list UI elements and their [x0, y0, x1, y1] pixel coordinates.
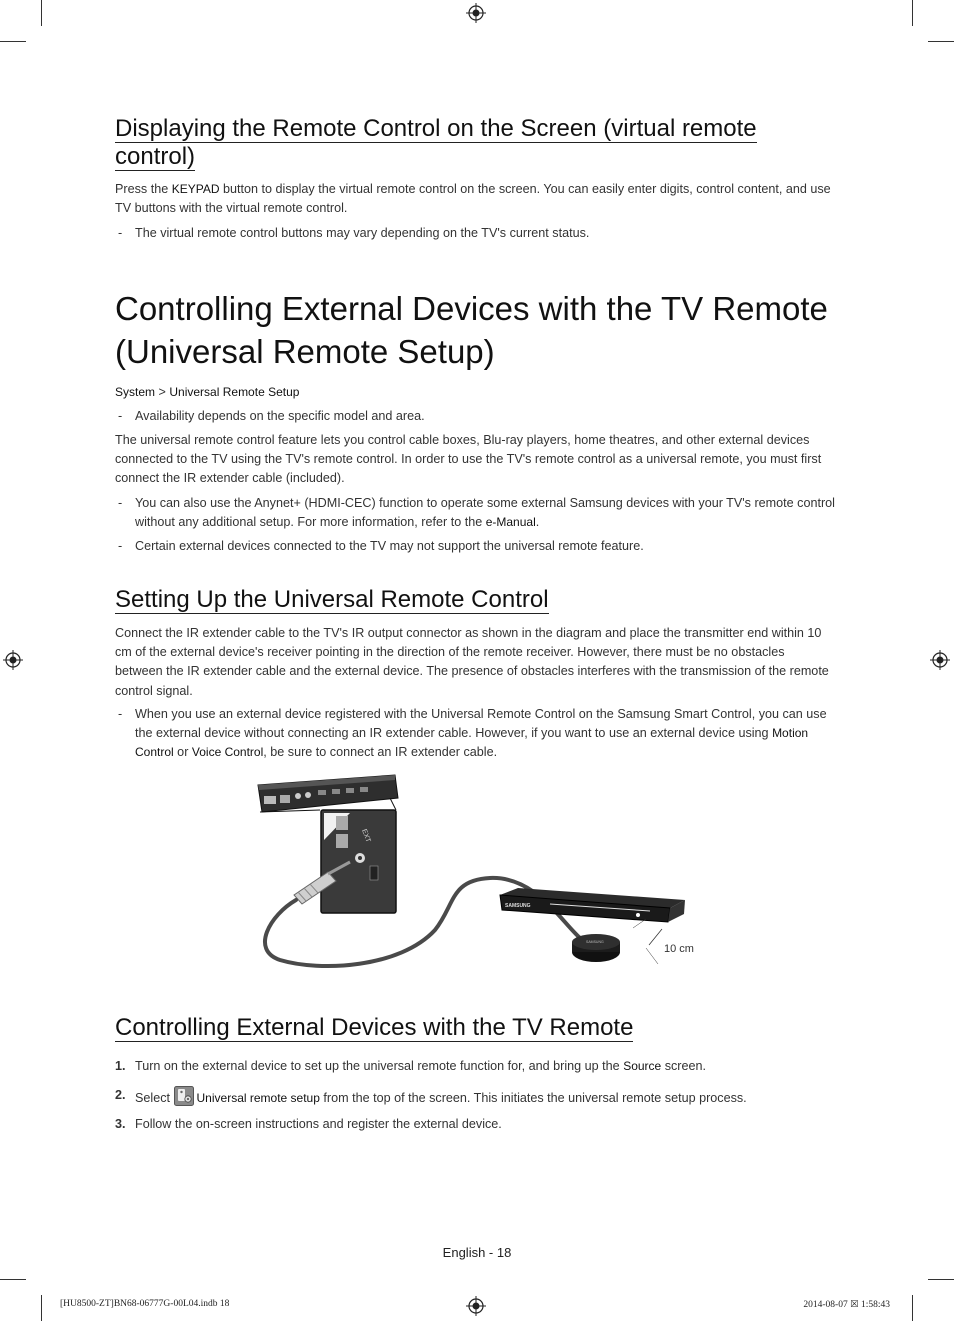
source-label: Source	[623, 1059, 662, 1073]
external-device	[500, 888, 685, 922]
menu-path	[115, 383, 835, 402]
note-text-part: , be sure to connect an IR extender cable.	[263, 745, 498, 760]
step-number: 2.	[115, 1088, 126, 1102]
dash: -	[118, 226, 123, 240]
distance-label: 10 cm	[664, 943, 694, 955]
port-label-ext: EXT	[360, 828, 372, 844]
keypad-button-label: KEYPAD	[171, 182, 220, 196]
registration-mark-bottom-icon	[466, 1296, 486, 1316]
section-title-virtual-remote	[115, 115, 815, 171]
dash: -	[118, 409, 123, 423]
section-title-controlling	[115, 1014, 633, 1042]
note-text: Certain external devices connected to the TV may not support the universal remote feature.	[135, 539, 644, 553]
registration-mark-right-icon	[930, 650, 950, 670]
slug-file-name: [HU8500-ZT]BN68-06777G-00L04.indb 18	[60, 1299, 230, 1309]
universal-remote-setup-icon	[174, 1086, 194, 1106]
note-text-part: or	[173, 745, 192, 760]
menu-path-separator: >	[155, 385, 170, 399]
chapter-title-line1: Controlling External Devices with the TV Remote	[115, 290, 828, 327]
step-text-part: screen.	[661, 1059, 707, 1073]
e-manual-link[interactable]: e-Manual	[485, 515, 536, 530]
step-text	[135, 1086, 835, 1108]
step-number: 1.	[115, 1059, 126, 1073]
slug-timestamp: 2014-08-07 ☒ 1:58:43	[803, 1300, 890, 1310]
note-text: Availability depends on the specific model and area.	[135, 409, 425, 423]
device-brand-label: SAMSUNG	[505, 903, 531, 909]
motion-control-label: Motion Control	[135, 726, 809, 760]
section-title-setting-up	[115, 586, 549, 614]
para-text: Press the	[115, 182, 172, 196]
chapter-title	[115, 287, 875, 373]
note-text-part: You can also use the Anynet+ (HDMI-CEC) function to operate some external Samsung devices with your TV's remote control without any additional setup. For more information, refer to the	[135, 496, 835, 530]
note-text-part: .	[535, 515, 540, 530]
dash: -	[118, 707, 123, 721]
note-text	[135, 494, 835, 532]
connector-zoom-box	[321, 810, 396, 913]
dash: -	[118, 496, 123, 510]
menu-path-universal-remote-setup: Universal Remote Setup	[169, 385, 300, 399]
setup-paragraph: Connect the IR extender cable to the TV's IR output connector as shown in the diagram and place the transmitter end within 10 cm of the external device's receiver pointing in the direction of the remote receiver. However, there must be no obstacles between the IR extender cable and the external device. The presence of obstacles interferes with the transmission of the remote control signal.	[115, 626, 829, 698]
step-text	[135, 1057, 835, 1076]
chapter-title-line2: (Universal Remote Setup)	[115, 333, 495, 370]
dash: -	[118, 539, 123, 553]
tv-connector-panel	[258, 775, 398, 812]
ir-extender-diagram	[250, 770, 710, 975]
section-title-text: Displaying the Remote Control on the Screen (virtual remote control)	[115, 115, 757, 170]
section-title-text: Controlling External Devices with the TV Remote	[115, 1014, 634, 1041]
step-text-part: Turn on the external device to set up the universal remote function for, and bring up the	[135, 1059, 624, 1073]
menu-path-system: System	[115, 385, 156, 399]
ir-transmitter-puck	[572, 934, 620, 962]
note-text	[135, 705, 840, 763]
virtual-remote-paragraph	[115, 180, 835, 218]
note-text-part: When you use an external device registered with the Universal Remote Control on the Samsung Smart Control, you can use the external device without connecting an IR extender cable. However, if you want to use an external device using	[135, 707, 827, 741]
step-text-part: from the top of the screen. This initiates the universal remote setup process.	[319, 1091, 747, 1105]
page-number: English - 18	[442, 1245, 512, 1260]
puck-brand-label: SAMSUNG	[586, 940, 604, 944]
registration-mark-top-icon	[466, 3, 486, 23]
section-title-text: Setting Up the Universal Remote Control	[115, 586, 549, 613]
distance-indicator	[633, 919, 694, 964]
voice-control-label: Voice Control	[191, 745, 264, 760]
note-text: The virtual remote control buttons may vary depending on the TV's current status.	[135, 226, 590, 240]
para-text: button to display the virtual remote control on the screen. You can easily enter digits, control content, and use TV buttons with the virtual remote control.	[115, 182, 831, 216]
registration-mark-left-icon	[3, 650, 23, 670]
step-number: 3.	[115, 1117, 126, 1131]
step-text-part: Select	[135, 1091, 174, 1105]
universal-remote-setup-label: Universal remote setup	[196, 1091, 320, 1105]
universal-remote-paragraph: The universal remote control feature lets you control cable boxes, Blu-ray players, home theatres, and other external devices connected to the TV using the TV's remote control. In order to use the TV's remote control as a universal remote, you must first connect the IR extender cable (included).	[115, 433, 822, 486]
step-text: Follow the on-screen instructions and register the external device.	[135, 1117, 502, 1131]
